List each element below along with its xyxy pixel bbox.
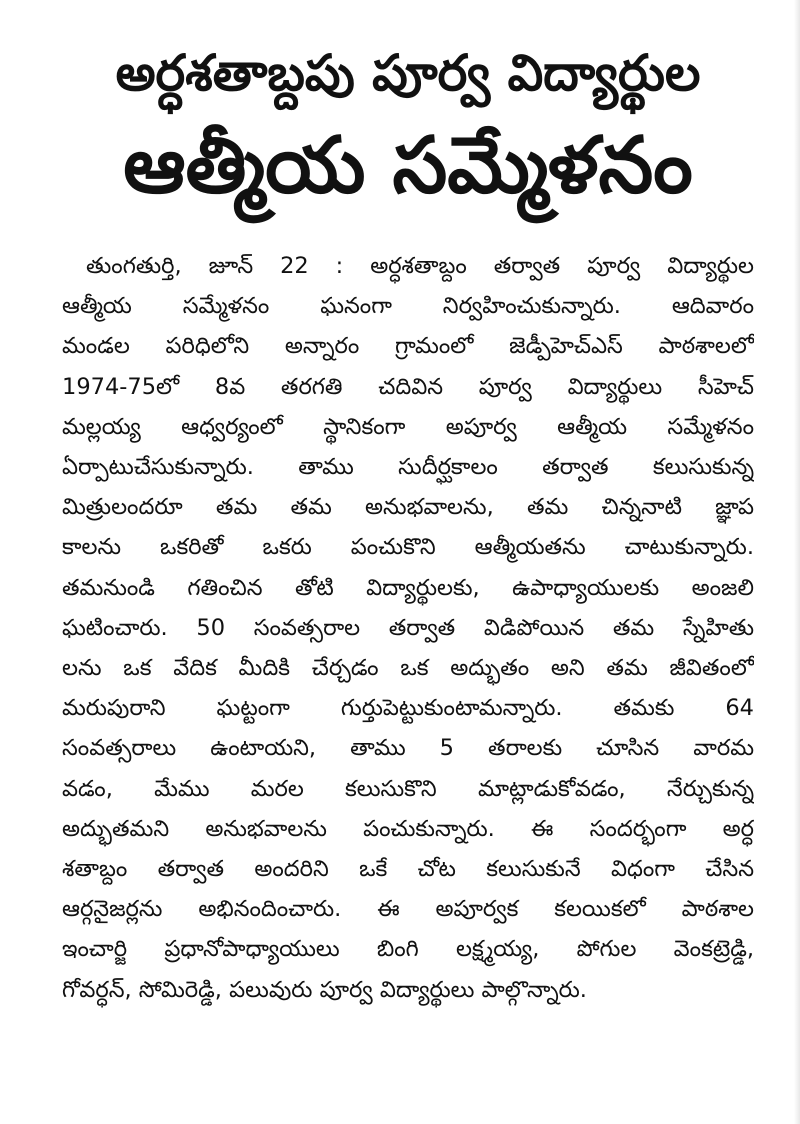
- body-line: లను ఒక వేదిక మీదికి చేర్చడం ఒక అద్భుతం అని తమ జీవితంలో: [62, 655, 754, 682]
- body-line: ఆర్గనైజర్లను అభినందించారు. ఈ అపూర్వక కలయికలో పాఠశాల: [62, 896, 754, 923]
- body-line: శతాబ్దం తర్వాత అందరిని ఒకే చోట కలుసుకునే విధంగా చేసిన: [62, 856, 754, 883]
- body-line: అద్భుతమని అనుభవాలను పంచుకున్నారు. ఈ సందర్భంగా అర్ధ: [62, 815, 754, 842]
- body-line: ఆత్మీయ సమ్మేళనం ఘనంగా నిర్వహించుకున్నారు. ఆదివారం: [62, 293, 754, 320]
- body-line: మరుపురాని ఘట్టంగా గుర్తుపెట్టుకుంటామన్నారు. తమకు 64: [62, 695, 754, 722]
- body-line: 1974-75లో 8వ తరగతి చదివిన పూర్వ విద్యార్థులు సీహెచ్: [62, 373, 754, 400]
- page-edge-shadow: [794, 0, 800, 1124]
- body-line: ఘటించారు. 50 సంవత్సరాల తర్వాత విడిపోయిన తమ స్నేహితు: [62, 614, 754, 641]
- body-line: గోవర్ధన్, సోమిరెడ్డి, పలువురు పూర్వ విద్యార్థులు పాల్గొన్నారు.: [62, 976, 587, 1003]
- body-line: కాలను ఒకరితో ఒకరు పంచుకొని ఆత్మీయతను చాటుకున్నారు.: [62, 534, 754, 561]
- body-line: వడం, మేము మరల కలుసుకొని మాట్లాడుకోవడం, నేర్చుకున్న: [62, 775, 754, 802]
- body-line: మల్లయ్య ఆధ్వర్యంలో స్థానికంగా అపూర్వ ఆత్మీయ సమ్మేళనం: [62, 413, 754, 440]
- headline-line-1: అర్ధశతాబ్దపు పూర్వ విద్యార్థుల: [115, 44, 701, 102]
- body-line: మండల పరిధిలోని అన్నారం గ్రామంలో జెడ్పీహెచ్ఎస్ పాఠశాలలో: [62, 333, 754, 360]
- body-line: మిత్రులందరూ తమ తమ అనుభవాలను, తమ చిన్ననాటి జ్ఞాప: [62, 494, 754, 521]
- article-body: [62, 246, 754, 1010]
- body-line: ఏర్పాటుచేసుకున్నారు. తాము సుదీర్ఘకాలం తర్వాత కలుసుకున్న: [62, 454, 754, 481]
- body-line: తమనుండి గతించిన తోటి విద్యార్థులకు, ఉపాధ్యాయులకు అంజలి: [62, 574, 754, 601]
- body-line: ఇంచార్జి ప్రధానోపాధ్యాయులు బింగి లక్ష్మయ్య, పోగుల వెంకట్రెడ్డి,: [62, 936, 754, 963]
- body-line: సంవత్సరాలు ఉంటాయని, తాము 5 తరాలకు చూసిన వారమ: [62, 735, 754, 762]
- body-line: తుంగతుర్తి, జూన్ 22 : అర్ధశతాబ్దం తర్వాత పూర్వ విద్యార్థుల: [86, 253, 754, 279]
- headline-line-2: ఆత్మీయ సమ్మేళనం: [123, 121, 693, 211]
